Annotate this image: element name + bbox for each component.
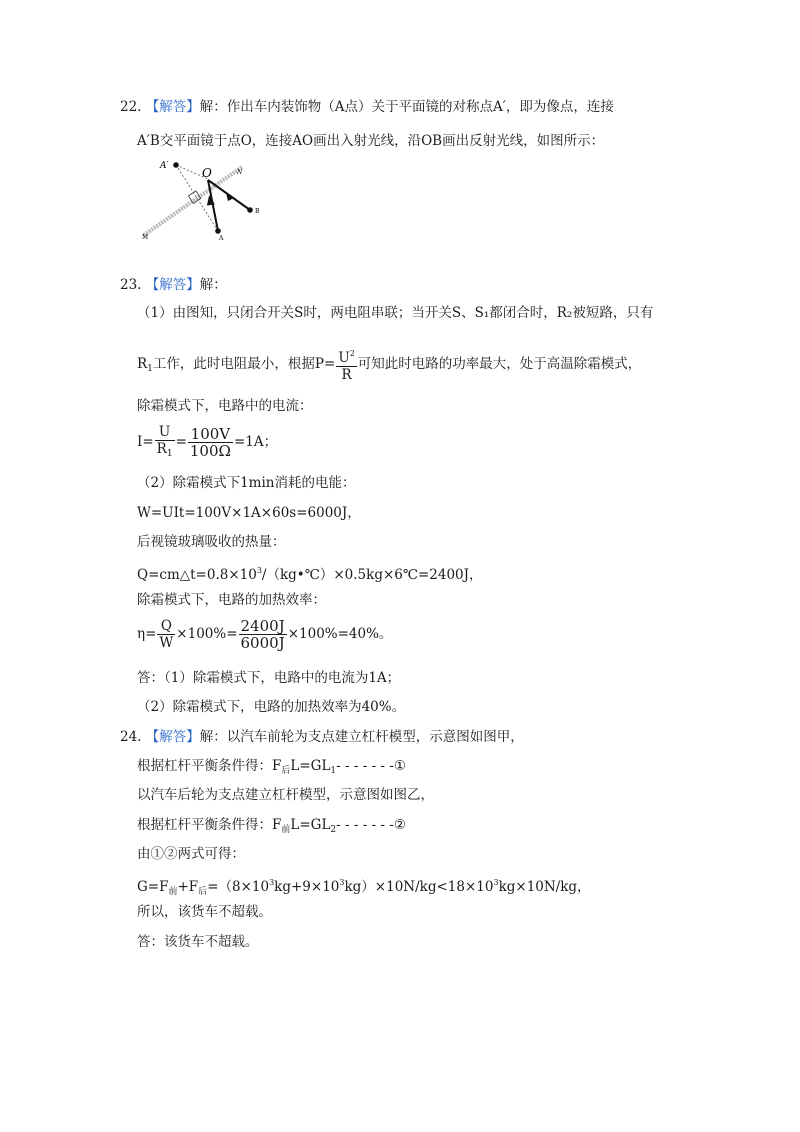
answer-tag: 【解答】 [145, 729, 200, 745]
frac-num: 100V [188, 426, 233, 443]
frac-num: U [155, 424, 175, 441]
q24-line-2 [137, 756, 406, 781]
frac-num: 2400J [240, 617, 285, 635]
q24-line-3: 以汽车后轮为支点建立杠杆模型，示意图如图乙， [137, 787, 434, 803]
point-b [247, 207, 253, 213]
q24-eq1-c: - - - - - - -① [336, 758, 406, 774]
mirror-line [144, 167, 242, 235]
q24-g-a: G=F [137, 879, 169, 895]
current-fraction-2 [188, 426, 233, 459]
formula-result: =1A； [233, 434, 278, 450]
q23-current-formula [137, 422, 277, 462]
q24-eq1-sub: 后 [281, 766, 291, 776]
eta-mid: ×100%= [176, 626, 238, 642]
r1-subscript: 1 [147, 364, 153, 374]
question-number: 24. [120, 729, 142, 745]
point-a-prime [173, 162, 179, 168]
label-n: N [237, 169, 243, 176]
q24-eq2-c: - - - - - - -② [336, 817, 406, 833]
q22-line-1 [120, 97, 614, 117]
eta-prefix: η= [137, 626, 157, 642]
heat-formula-a: Q=cm△t=0.8×10 [137, 567, 257, 583]
q23-efficiency-formula [137, 614, 392, 654]
q24-line-5: 由①②两式可得： [137, 846, 245, 862]
q24-eq2-sub: 前 [281, 825, 291, 835]
q23-p2-text-a: 工作，此时电阻最小，根据P= [152, 356, 336, 372]
reflection-diagram [138, 155, 268, 245]
formula-prefix: I= [137, 434, 154, 450]
q24-text-1: 解：以汽车前轮为支点建立杠杆模型，示意图如图甲， [199, 729, 524, 745]
label-a-prime: A′ [160, 161, 169, 171]
q24-g-sup1: 3 [269, 878, 275, 887]
frac-sup: 2 [349, 349, 355, 358]
q24-line-4 [137, 815, 406, 840]
frac-den: 6000J [240, 634, 285, 652]
q24-g-sup2: 3 [339, 878, 345, 887]
q24-eq2-a: 根据杠杆平衡条件得：F [137, 817, 282, 833]
point-a [215, 228, 221, 234]
q24-g-b: +F [177, 879, 199, 895]
q24-g-sub1: 前 [168, 887, 178, 897]
frac-den: R [156, 440, 167, 457]
efficiency-fraction-1 [157, 618, 175, 651]
frac-den: W [159, 635, 174, 651]
q24-eq1-b: L=GL [290, 758, 331, 774]
q23-answer-2: （2）除霜模式下，电路的加热效率为40%。 [137, 699, 406, 715]
frac-num: U [338, 350, 350, 366]
incident-arrow [205, 194, 215, 205]
q23-paragraph-6: W=UIt=100V×1A×60s=6000J， [137, 505, 361, 521]
label-o: O [202, 166, 212, 180]
q24-line-1 [120, 727, 524, 747]
q24-line-6 [137, 873, 591, 902]
label-b: B [255, 208, 260, 215]
label-m: M [142, 234, 149, 241]
frac-den: 100Ω [189, 442, 231, 460]
q24-line-7: 所以，该货车不超载。 [137, 904, 272, 920]
q24-g-sup3: 3 [493, 878, 499, 887]
r1-symbol: R [137, 356, 148, 372]
answer-tag: 【解答】 [145, 277, 200, 293]
q23-paragraph-9: 除霜模式下，电路的加热效率： [137, 592, 326, 608]
efficiency-fraction-2 [239, 618, 287, 651]
q22-line-2: A′B交平面镜于点O，连接AO画出入射光线，沿OB画出反射光线，如图所示： [137, 133, 605, 149]
frac-num: Q [157, 618, 175, 635]
q23-answer-1: 答：（1）除霜模式下，电路中的电流为1A； [137, 670, 401, 686]
q24-line-8: 答：该货车不超载。 [137, 934, 259, 950]
q23-intro: 解： [199, 277, 227, 293]
question-number: 23. [120, 277, 142, 293]
answer-tag: 【解答】 [145, 99, 200, 115]
q23-p2-text-b: 可知此时电路的功率最大，处于高温除霜模式， [357, 356, 642, 372]
q24-g-f: kg×10N/kg， [498, 879, 591, 895]
heat-formula-b: /（kg•℃）×0.5kg×6℃=2400J， [261, 567, 483, 583]
q24-g-e: kg）×10N/kg<18×10 [344, 879, 494, 895]
q22-text-1: 解：作出车内装饰物（A点）关于平面镜的对称点A′，即为像点，连接 [199, 99, 614, 115]
q23-paragraph-2 [137, 346, 641, 386]
label-a: A [219, 235, 224, 242]
q23-line-intro [120, 275, 227, 295]
q23-paragraph-1: （1）由图知，只闭合开关S时，两电阻串联；当开关S、S₁都闭合时，R₂被短路，只有 [137, 305, 654, 321]
q24-eq2-b: L=GL [290, 817, 331, 833]
q24-eq2-sub2: 2 [330, 825, 337, 835]
q23-paragraph-8 [137, 561, 483, 585]
frac-den-sub: 1 [166, 448, 173, 459]
power-fraction [336, 346, 356, 383]
q24-g-c: =（8×10 [207, 879, 270, 895]
q23-paragraph-7: 后视镜玻璃吸收的热量： [137, 534, 286, 550]
eta-result: ×100%=40%。 [287, 626, 393, 642]
q23-paragraph-3: 除霜模式下，电路中的电流： [137, 398, 313, 414]
q24-eq1-sub2: 1 [330, 766, 337, 776]
heat-formula-sup: 3 [256, 566, 262, 575]
q23-paragraph-5: （2）除霜模式下1min消耗的电能： [137, 475, 356, 491]
current-fraction-1 [155, 424, 175, 462]
question-number: 22. [120, 99, 142, 115]
q24-eq1-a: 根据杠杆平衡条件得：F [137, 758, 282, 774]
q24-g-sub2: 后 [198, 887, 208, 897]
equals: = [175, 434, 187, 450]
q24-g-d: kg+9×10 [274, 879, 340, 895]
frac-den: R [341, 367, 352, 383]
